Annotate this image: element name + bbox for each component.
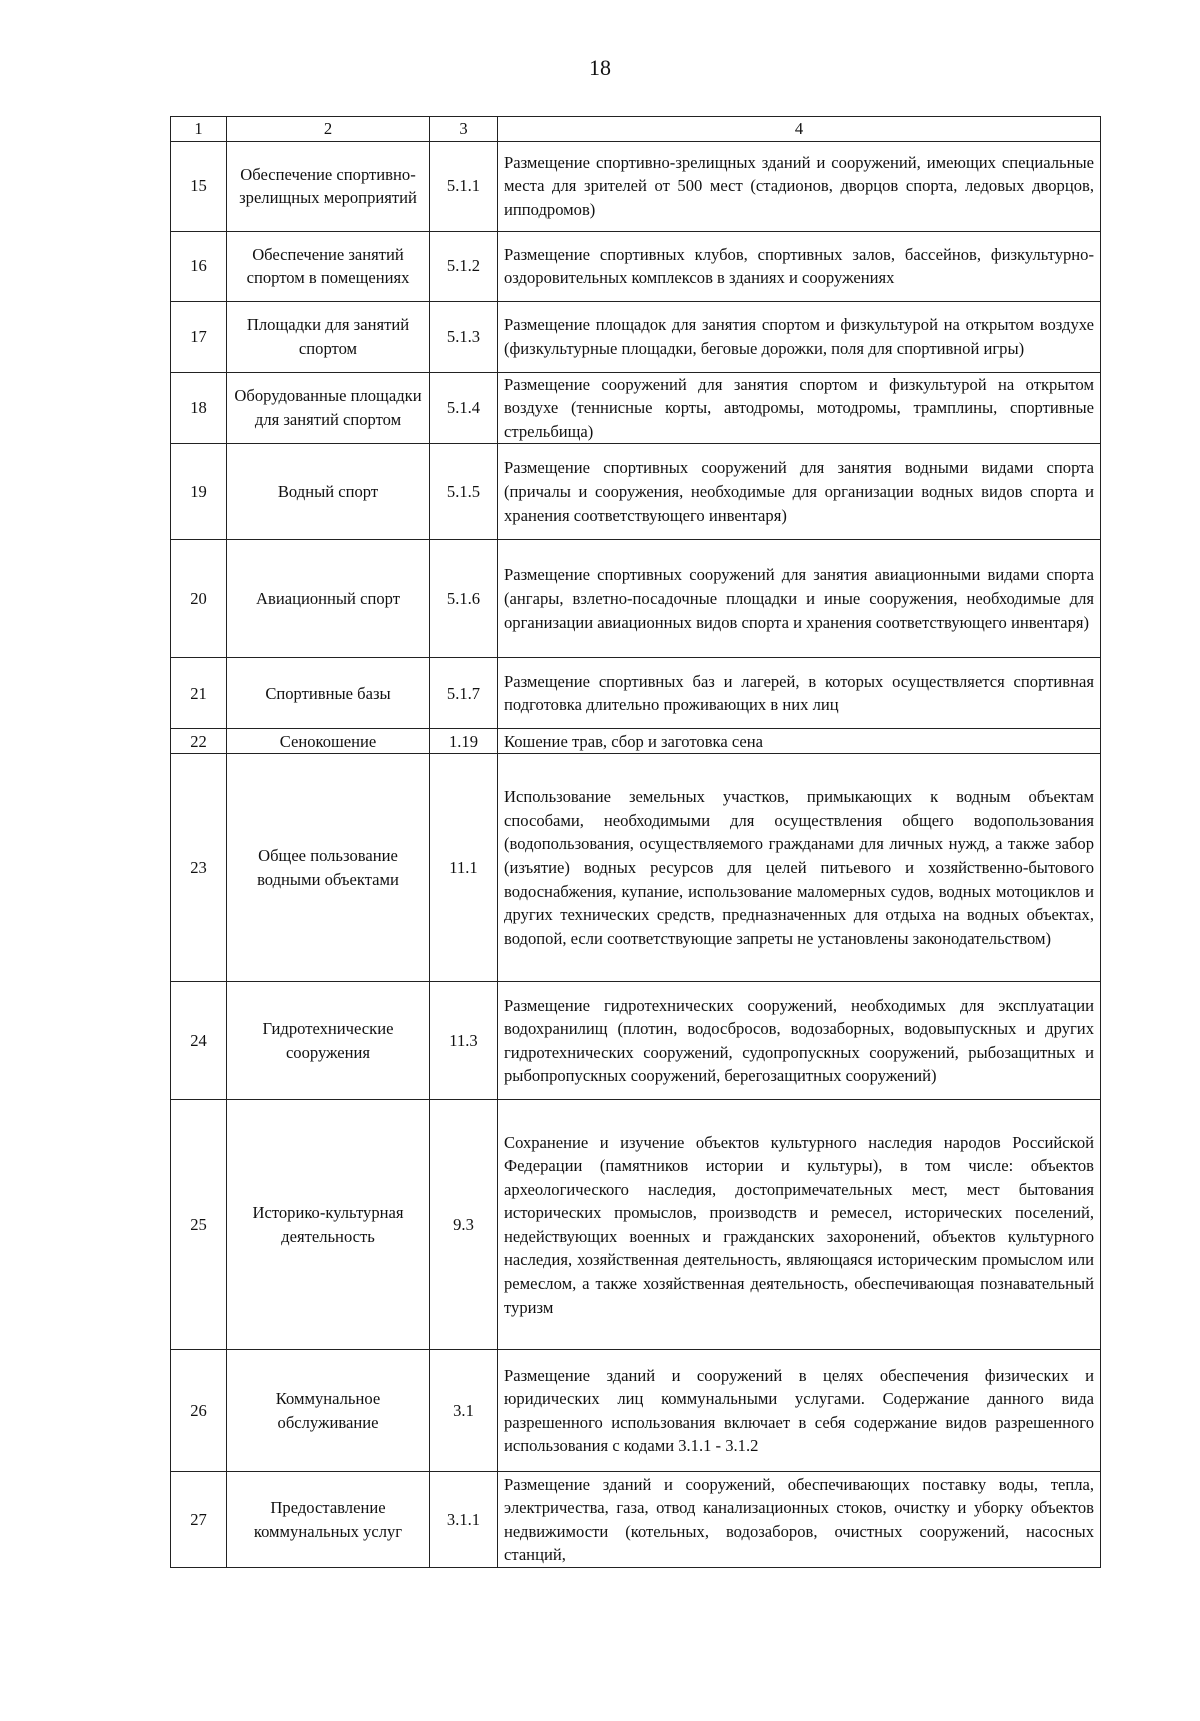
use-type-description: Размещение площадок для занятия спортом и физкультурой на открытом воздухе (физкультурные площадки, беговые дорожки, поля для спортивной игры): [498, 301, 1101, 372]
use-type-description: Размещение гидротехнических сооружений, необходимых для эксплуатации водохранилищ (плотин, водосбросов, водозаборных, водовыпускных и других гидротехнических сооружений, судопропускных сооружений, рыбозащитных и рыбопропускных сооружений, берегозащитных сооружений): [498, 982, 1101, 1100]
land-use-table: [170, 116, 1101, 1568]
use-type-code: 5.1.1: [430, 141, 498, 231]
row-number: 22: [171, 729, 227, 754]
table-row: [171, 1472, 1101, 1568]
use-type-name: Сенокошение: [227, 729, 430, 754]
table-row: [171, 1350, 1101, 1472]
use-type-name: Историко-культурная деятельность: [227, 1100, 430, 1350]
use-type-code: 9.3: [430, 1100, 498, 1350]
use-type-description: Сохранение и изучение объектов культурного наследия народов Российской Федерации (памятников истории и культуры), в том числе: объектов археологического наследия, достопримечательных мест, мест бытования исторических промыслов, производств и ремесел, исторических поселений, недействующих военных и гражданских захоронений, объектов культурного наследия, хозяйственная деятельность, являющаяся историческим промыслом или ремеслом, а также хозяйственная деятельность, обеспечивающая познавательный туризм: [498, 1100, 1101, 1350]
row-number: 18: [171, 372, 227, 444]
column-header-description: 4: [498, 117, 1101, 142]
use-type-description: Размещение зданий и сооружений в целях обеспечения физических и юридических лиц коммунальными услугами. Содержание данного вида разрешенного использования включает в себя содержание видов разрешенного использования с кодами 3.1.1 - 3.1.2: [498, 1350, 1101, 1472]
table-row: [171, 729, 1101, 754]
use-type-code: 11.3: [430, 982, 498, 1100]
use-type-name: Авиационный спорт: [227, 540, 430, 658]
use-type-code: 5.1.3: [430, 301, 498, 372]
table-row: [171, 372, 1101, 444]
use-type-name: Площадки для занятий спортом: [227, 301, 430, 372]
use-type-code: 5.1.5: [430, 444, 498, 540]
use-type-name: Общее пользование водными объектами: [227, 754, 430, 982]
use-type-description: Кошение трав, сбор и заготовка сена: [498, 729, 1101, 754]
row-number: 25: [171, 1100, 227, 1350]
row-number: 19: [171, 444, 227, 540]
page-number: 18: [589, 55, 611, 80]
row-number: 27: [171, 1472, 227, 1568]
use-type-code: 5.1.6: [430, 540, 498, 658]
use-type-code: 11.1: [430, 754, 498, 982]
use-type-name: Оборудованные площадки для занятий спортом: [227, 372, 430, 444]
use-type-code: 5.1.2: [430, 231, 498, 301]
row-number: 26: [171, 1350, 227, 1472]
table-row: [171, 754, 1101, 982]
use-type-name: Предоставление коммунальных услуг: [227, 1472, 430, 1568]
use-type-description: Размещение спортивных сооружений для занятия авиационными видами спорта (ангары, взлетно-посадочные площадки и иные сооружения, необходимые для организации авиационных видов спорта и хранения соответствующего инвентаря): [498, 540, 1101, 658]
use-type-code: 1.19: [430, 729, 498, 754]
use-type-code: 5.1.4: [430, 372, 498, 444]
use-type-description: Размещение спортивных клубов, спортивных залов, бассейнов, физкультурно-оздоровительных комплексов в зданиях и сооружениях: [498, 231, 1101, 301]
row-number: 21: [171, 658, 227, 729]
use-type-description: Размещение спортивных сооружений для занятия водными видами спорта (причалы и сооружения, необходимые для организации водных видов спорта и хранения соответствующего инвентаря): [498, 444, 1101, 540]
use-type-name: Обеспечение занятий спортом в помещениях: [227, 231, 430, 301]
use-type-description: Использование земельных участков, примыкающих к водным объектам способами, необходимыми для осуществления общего водопользования (водопользования, осуществляемого гражданами для личных нужд, а также забор (изъятие) водных ресурсов для целей питьевого и хозяйственно-бытового водоснабжения, купание, использование маломерных судов, водных мотоциклов и других технических средств, предназначенных для отдыха на водных объектах, водопой, если соответствующие запреты не установлены законодательством): [498, 754, 1101, 982]
use-type-name: Коммунальное обслуживание: [227, 1350, 430, 1472]
use-type-description: Размещение зданий и сооружений, обеспечивающих поставку воды, тепла, электричества, газа, отвод канализационных стоков, очистку и уборку объектов недвижимости (котельных, водозаборов, очистных сооружений, насосных станций,: [498, 1472, 1101, 1568]
table-row: [171, 658, 1101, 729]
use-type-name: Водный спорт: [227, 444, 430, 540]
row-number: 24: [171, 982, 227, 1100]
use-type-name: Спортивные базы: [227, 658, 430, 729]
use-type-name: Обеспечение спортивно-зрелищных мероприятий: [227, 141, 430, 231]
table-row: [171, 540, 1101, 658]
table-row: [171, 1100, 1101, 1350]
table-row: [171, 141, 1101, 231]
row-number: 23: [171, 754, 227, 982]
table-row: [171, 301, 1101, 372]
column-header-code: 3: [430, 117, 498, 142]
use-type-code: 3.1: [430, 1350, 498, 1472]
use-type-code: 5.1.7: [430, 658, 498, 729]
row-number: 15: [171, 141, 227, 231]
row-number: 16: [171, 231, 227, 301]
use-type-description: Размещение сооружений для занятия спортом и физкультурой на открытом воздухе (теннисные корты, автодромы, мотодромы, трамплины, спортивные стрельбища): [498, 372, 1101, 444]
use-type-code: 3.1.1: [430, 1472, 498, 1568]
row-number: 17: [171, 301, 227, 372]
table-row: [171, 231, 1101, 301]
use-type-name: Гидротехнические сооружения: [227, 982, 430, 1100]
column-header-name: 2: [227, 117, 430, 142]
table-row: [171, 444, 1101, 540]
column-header-number: 1: [171, 117, 227, 142]
use-type-description: Размещение спортивных баз и лагерей, в которых осуществляется спортивная подготовка длительно проживающих в них лиц: [498, 658, 1101, 729]
use-type-description: Размещение спортивно-зрелищных зданий и сооружений, имеющих специальные места для зрителей от 500 мест (стадионов, дворцов спорта, ледовых дворцов, ипподромов): [498, 141, 1101, 231]
table-row: [171, 982, 1101, 1100]
row-number: 20: [171, 540, 227, 658]
table-header-row: [171, 117, 1101, 142]
